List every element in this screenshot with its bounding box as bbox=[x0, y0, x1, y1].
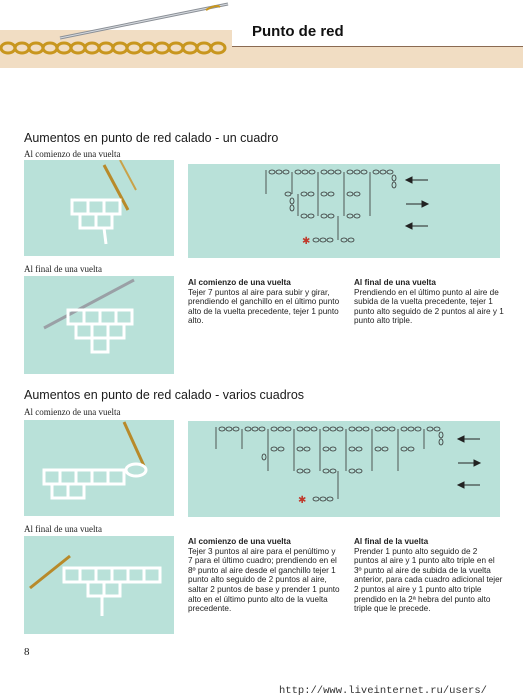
arrow-left-icon bbox=[458, 482, 464, 488]
instruction-text: Tejer 3 puntos al aire para el penúltimo y 7 para el último cuadro; prendiendo en el 8º punto al aire desde el ganchillo tejer 1 punto alto seguido de 2 puntos al aire, saltar 2 puntos de base y prender 1 punto alto en el último punto alto de la vuelta precedente. bbox=[188, 546, 340, 614]
section-title: Aumentos en punto de red calado - un cuadro bbox=[24, 131, 279, 145]
page-number: 8 bbox=[24, 646, 30, 658]
page-header bbox=[0, 0, 523, 70]
chain-stitch-icon bbox=[0, 36, 232, 60]
diagram-several-squares bbox=[188, 421, 500, 517]
instruction-text: Tejer 7 puntos al aire para subir y girar, prendiendo el ganchillo en el último punto alto de la vuelta precedente, tejer 1 punto alto. bbox=[188, 287, 340, 326]
photo-end-of-row bbox=[24, 276, 174, 374]
instruction-heading: Al comienzo de una vuelta bbox=[188, 278, 291, 287]
arrow-left-icon bbox=[458, 436, 464, 442]
instruction-heading: Al comienzo de una vuelta bbox=[188, 537, 291, 546]
photo-start-of-row bbox=[24, 160, 174, 256]
arrow-left-icon bbox=[406, 177, 412, 183]
instruction-heading: Al final de la vuelta bbox=[354, 537, 429, 546]
stitch-diagram bbox=[188, 421, 500, 517]
arrow-right-icon bbox=[474, 460, 480, 466]
photo-start-of-row bbox=[24, 420, 174, 516]
photo-caption: Al final de una vuelta bbox=[24, 524, 102, 534]
diagram-one-square bbox=[188, 164, 500, 258]
stitch-diagram bbox=[188, 164, 500, 258]
start-asterisk-icon: ✱ bbox=[302, 236, 311, 247]
photo-caption: Al comienzo de una vuelta bbox=[24, 149, 121, 159]
instruction-text: Prender 1 punto alto seguido de 2 puntos al aire y 1 punto alto triple en el 3º punto al aire de subida de la vuelta anterior, para cada cuadro adicional tejer 2 puntos al aire y 1 punto alto triple prendido en la 2ª hebra del punto alto triple que le precede. bbox=[354, 546, 503, 614]
photo-caption: Al final de una vuelta bbox=[24, 264, 102, 274]
instruction-end bbox=[354, 537, 504, 614]
instruction-start bbox=[188, 537, 342, 614]
instruction-end bbox=[354, 278, 504, 326]
watermark-url[interactable]: http://www.liveinternet.ru/users/ bbox=[276, 683, 523, 700]
crochet-photo-icon bbox=[24, 160, 174, 256]
crochet-photo-icon bbox=[24, 276, 174, 374]
arrow-left-icon bbox=[406, 223, 412, 229]
crochet-hook-icon bbox=[0, 0, 232, 40]
page-title: Punto de red bbox=[232, 18, 523, 46]
title-rule bbox=[232, 46, 523, 47]
start-asterisk-icon: ✱ bbox=[298, 495, 307, 506]
crochet-photo-icon bbox=[24, 420, 174, 516]
crochet-photo-icon bbox=[24, 536, 174, 634]
section-title: Aumentos en punto de red calado - varios cuadros bbox=[24, 388, 305, 402]
arrow-right-icon bbox=[422, 201, 428, 207]
instruction-text: Prendiendo en el último punto al aire de subida de la vuelta precedente, tejer 1 punto alto seguido de 2 puntos al aire y 1 punto alto triple. bbox=[354, 287, 504, 326]
instruction-heading: Al final de una vuelta bbox=[354, 278, 436, 287]
photo-caption: Al comienzo de una vuelta bbox=[24, 407, 121, 417]
photo-end-of-row bbox=[24, 536, 174, 634]
instruction-start bbox=[188, 278, 342, 326]
